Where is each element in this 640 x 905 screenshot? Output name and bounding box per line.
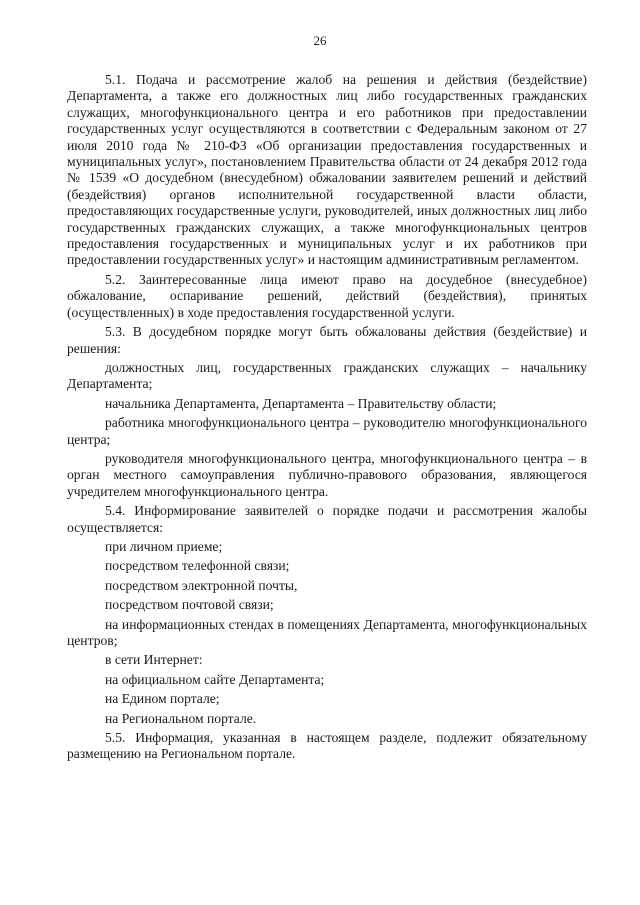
list-item-5-4-8: на Едином портале;	[105, 691, 220, 707]
page-number: 26	[313, 33, 327, 48]
list-item-5-3-2: начальника Департамента, Департамента – Правительству области;	[105, 395, 497, 411]
paragraph-5-4: 5.4. Информирование заявителей о порядке подачи и рассмотрения жалобы осуществляется:	[67, 503, 587, 535]
list-item-5-4-6: в сети Интернет:	[105, 652, 203, 668]
document-body	[67, 72, 587, 763]
paragraph-5-1: 5.1. Подача и рассмотрение жалоб на решения и действия (бездействие) Департамента, а также его должностных лиц либо государственных гражданских служащих, многофункционального центра и его работников при предоставлении государственных услуг осуществляются в соответствии с Федеральным законом от 27 июля 2010 года № 210-ФЗ «Об организации предоставления государственных и муниципальных услуг», постановлением Правительства области от 24 декабря 2012 года № 1539 «О досудебном (внесудебном) обжаловании заявителем решений и действий (бездействия) органов исполнительной государственной власти области, предоставляющих государственные услуги, руководителей, иных должностных лиц либо государственных гражданских служащих, а также многофункциональных центров предоставления государственных и муниципальных услуг и их работников при предоставлении государственных услуг» и настоящим административным регламентом.	[67, 72, 587, 268]
list-item-5-4-5: на информационных стендах в помещениях Департамента, многофункциональных центров;	[67, 616, 587, 648]
list-item-5-4-3: посредством электронной почты,	[105, 577, 298, 593]
list-item-5-4-4: посредством почтовой связи;	[105, 597, 274, 613]
list-item-5-4-9: на Региональном портале.	[105, 710, 257, 726]
list-item-5-3-4: руководителя многофункционального центра, многофункционального центра – в орган местного самоуправления публично-правового образования, являющегося учредителем многофункционального центра.	[67, 450, 587, 499]
list-item-5-4-2: посредством телефонной связи;	[105, 558, 290, 574]
paragraph-5-3: 5.3. В досудебном порядке могут быть обжалованы действия (бездействие) и решения:	[67, 324, 587, 356]
list-item-5-4-7: на официальном сайте Департамента;	[105, 671, 325, 687]
list-item-5-3-1: должностных лиц, государственных гражданских служащих – начальнику Департамента;	[67, 359, 587, 392]
list-item-5-4-1: при личном приеме;	[105, 538, 223, 554]
list-item-5-3-3: работника многофункционального центра – руководителю многофункционального центра;	[67, 415, 587, 447]
paragraph-5-2: 5.2. Заинтересованные лица имеют право на досудебное (внесудебное) обжалование, оспаривание решений, действий (бездействия), принятых (осуществленных) в ходе предоставления государственной услуги.	[67, 271, 587, 320]
paragraph-5-5: 5.5. Информация, указанная в настоящем разделе, подлежит обязательному размещению на Региональном портале.	[67, 730, 587, 762]
